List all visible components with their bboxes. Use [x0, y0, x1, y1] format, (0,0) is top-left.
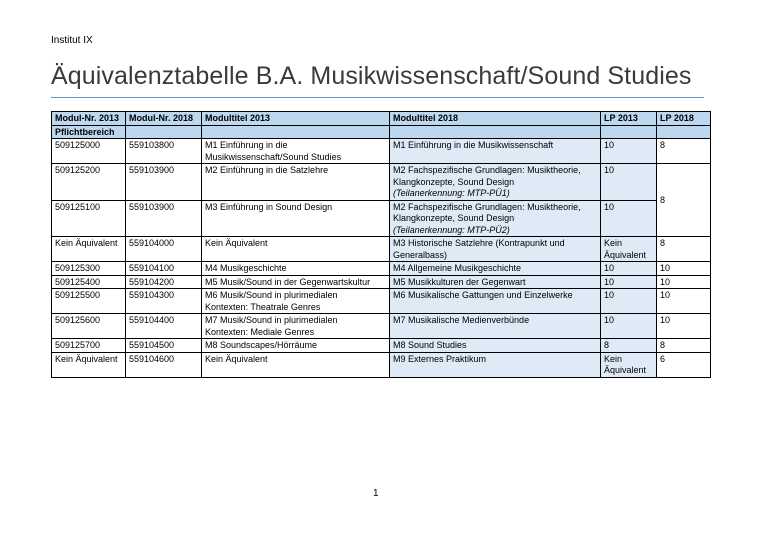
- modultitel-2013-cell: [202, 314, 390, 339]
- table-row: [52, 139, 711, 164]
- modul-nr-2018-cell: 559104200: [126, 275, 202, 289]
- table-row: [52, 200, 711, 237]
- lp-2013-cell: [601, 275, 657, 289]
- cell-line: M1 Einführung in die Musikwissenschaft: [393, 140, 554, 150]
- modultitel-2013-cell: [202, 164, 390, 201]
- column-header: Modultitel 2018: [390, 112, 601, 126]
- lp-2013-cell: [601, 139, 657, 164]
- cell-line: Kein: [604, 238, 623, 248]
- modultitel-2018-cell: [390, 289, 601, 314]
- modul-nr-2018-cell: 559103900: [126, 200, 202, 237]
- modul-nr-2013-cell: 509125400: [52, 275, 126, 289]
- modultitel-2018-cell: [390, 314, 601, 339]
- partial-recognition-note: (Teilanerkennung: MTP-PÜ2): [393, 224, 510, 235]
- cell-line: M7 Musik/Sound in plurimedialen: [205, 315, 338, 325]
- modultitel-2018-cell: [390, 339, 601, 353]
- cell-line: M4 Allgemeine Musikgeschichte: [393, 263, 522, 273]
- modul-nr-2018-cell: 559103800: [126, 139, 202, 164]
- cell-line: M8 Sound Studies: [393, 340, 467, 350]
- cell-line: M2 Einführung in die Satzlehre: [205, 165, 329, 175]
- cell-line: Äquivalent: [604, 365, 647, 375]
- modultitel-2018-cell: [390, 262, 601, 276]
- lp-2013-cell: [601, 164, 657, 201]
- modul-nr-2013-cell: 509125700: [52, 339, 126, 353]
- table-row: [52, 164, 711, 201]
- cell-line: M2 Fachspezifische Grundlagen: Musiktheorie,: [393, 165, 581, 175]
- table-row: [52, 289, 711, 314]
- modul-nr-2013-cell: 509125000: [52, 139, 126, 164]
- modul-nr-2013-cell: Kein Äquivalent: [52, 237, 126, 262]
- modultitel-2018-cell: [390, 352, 601, 377]
- table-row: [52, 352, 711, 377]
- modul-nr-2018-cell: 559104100: [126, 262, 202, 276]
- modul-nr-2013-cell: 509125300: [52, 262, 126, 276]
- modultitel-2018-cell: [390, 139, 601, 164]
- modul-nr-2013-cell: 509125500: [52, 289, 126, 314]
- lp-2018-cell: 8: [657, 237, 711, 262]
- cell-line: 10: [604, 276, 615, 287]
- cell-line: Musikwissenschaft/Sound Studies: [205, 151, 342, 162]
- cell-line: Äquivalent: [604, 249, 647, 260]
- modul-nr-2013-cell: 509125100: [52, 200, 126, 237]
- column-header: Modul-Nr. 2013: [52, 112, 126, 126]
- cell-line: M2 Fachspezifische Grundlagen: Musiktheorie,: [393, 201, 581, 212]
- cell-line: M9 Externes Praktikum: [393, 353, 487, 364]
- lp-2018-cell: 6: [657, 352, 711, 377]
- modul-nr-2018-cell: 559104500: [126, 339, 202, 353]
- table-header-row: [52, 112, 711, 126]
- modultitel-2018-cell: [390, 200, 601, 237]
- modultitel-2013-cell: [202, 262, 390, 276]
- cell-line: M1 Einführung in die: [205, 140, 288, 150]
- lp-2013-cell: [601, 262, 657, 276]
- cell-line: M6 Musikalische Gattungen und Einzelwerke: [393, 290, 573, 300]
- lp-2013-cell: [601, 200, 657, 237]
- cell-line: Kein: [604, 353, 623, 364]
- modultitel-2013-cell: [202, 289, 390, 314]
- cell-line: 10: [604, 315, 615, 325]
- column-header: LP 2018: [657, 112, 711, 126]
- cell-line: M8 Soundscapes/Hörräume: [205, 340, 318, 350]
- modultitel-2013-cell: [202, 237, 390, 262]
- title-divider: [51, 97, 704, 98]
- modul-nr-2018-cell: 559103900: [126, 164, 202, 201]
- cell-line: 10: [604, 140, 615, 150]
- page-title: Äquivalenztabelle B.A. Musikwissenschaft/Sound Studies: [51, 62, 692, 90]
- section-row: [52, 125, 711, 139]
- cell-line: Klangkonzepte, Sound Design: [393, 213, 515, 223]
- lp-2018-cell: 8: [657, 339, 711, 353]
- cell-line: 8: [604, 340, 610, 350]
- modultitel-2018-cell: [390, 164, 601, 201]
- lp-2013-cell: [601, 289, 657, 314]
- column-header: Modultitel 2013: [202, 112, 390, 126]
- modultitel-2018-cell: [390, 275, 601, 289]
- cell-line: 10: [604, 290, 615, 300]
- lp-2018-cell: 10: [657, 275, 711, 289]
- cell-line: 10: [604, 165, 615, 175]
- cell-line: M5 Musikkulturen der Gegenwart: [393, 276, 526, 287]
- cell-line: M3 Einführung in Sound Design: [205, 201, 333, 212]
- cell-line: M6 Musik/Sound in plurimedialen: [205, 290, 338, 300]
- lp-2018-cell: 8: [657, 139, 711, 164]
- cell-line: 10: [604, 263, 615, 273]
- table-row: [52, 237, 711, 262]
- institute-label: Institut IX: [51, 35, 93, 46]
- column-header: LP 2013: [601, 112, 657, 126]
- modul-nr-2018-cell: 559104400: [126, 314, 202, 339]
- lp-2018-cell: 10: [657, 289, 711, 314]
- cell-line: Kontexten: Mediale Genres: [205, 326, 315, 337]
- cell-line: M4 Musikgeschichte: [205, 263, 287, 273]
- modultitel-2013-cell: [202, 275, 390, 289]
- equivalence-table: [51, 111, 711, 378]
- table-body: [52, 139, 711, 378]
- modultitel-2013-cell: [202, 139, 390, 164]
- modultitel-2018-cell: [390, 237, 601, 262]
- lp-2018-cell: 8: [657, 164, 711, 237]
- lp-2013-cell: [601, 237, 657, 262]
- lp-2013-cell: [601, 352, 657, 377]
- page-number: 1: [373, 488, 379, 499]
- cell-line: M5 Musik/Sound in der Gegenwartskultur: [205, 276, 371, 287]
- table-row: [52, 275, 711, 289]
- lp-2013-cell: [601, 314, 657, 339]
- section-label: Pflichtbereich: [52, 125, 126, 139]
- modul-nr-2013-cell: 509125600: [52, 314, 126, 339]
- modul-nr-2018-cell: 559104600: [126, 352, 202, 377]
- cell-line: Generalbass): [393, 249, 448, 260]
- modultitel-2013-cell: [202, 200, 390, 237]
- lp-2018-cell: 10: [657, 314, 711, 339]
- cell-line: Kein Äquivalent: [205, 353, 268, 364]
- lp-2018-cell: 10: [657, 262, 711, 276]
- cell-line: M7 Musikalische Medienverbünde: [393, 315, 530, 325]
- column-header: Modul-Nr. 2018: [126, 112, 202, 126]
- partial-recognition-note: (Teilanerkennung: MTP-PÜ1): [393, 188, 510, 198]
- modul-nr-2018-cell: 559104000: [126, 237, 202, 262]
- table-row: [52, 262, 711, 276]
- lp-2013-cell: [601, 339, 657, 353]
- cell-line: Kontexten: Theatrale Genres: [205, 301, 321, 312]
- modul-nr-2013-cell: Kein Äquivalent: [52, 352, 126, 377]
- cell-line: 10: [604, 201, 615, 212]
- table-row: [52, 339, 711, 353]
- cell-line: M3 Historische Satzlehre (Kontrapunkt und: [393, 238, 565, 248]
- table-row: [52, 314, 711, 339]
- cell-line: Klangkonzepte, Sound Design: [393, 176, 515, 187]
- modultitel-2013-cell: [202, 339, 390, 353]
- modul-nr-2013-cell: 509125200: [52, 164, 126, 201]
- modultitel-2013-cell: [202, 352, 390, 377]
- modul-nr-2018-cell: 559104300: [126, 289, 202, 314]
- cell-line: Kein Äquivalent: [205, 238, 268, 248]
